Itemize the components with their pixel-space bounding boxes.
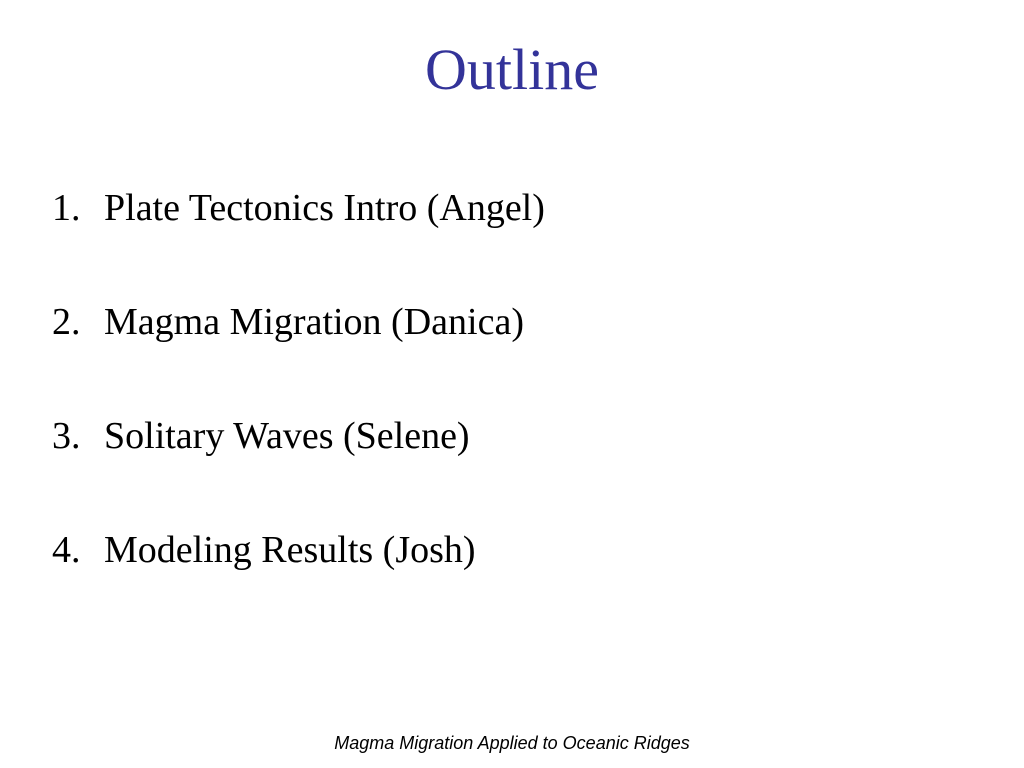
outline-item-number: 2. xyxy=(52,301,81,343)
outline-item-text: Plate Tectonics Intro (Angel) xyxy=(104,187,545,229)
outline-item-number: 1. xyxy=(52,187,81,229)
outline-item-text: Modeling Results (Josh) xyxy=(104,529,476,571)
outline-item-text: Solitary Waves (Selene) xyxy=(104,415,470,457)
slide-title: Outline xyxy=(425,37,599,102)
outline-item-number: 3. xyxy=(52,415,81,457)
outline-item xyxy=(52,408,545,464)
outline-item xyxy=(52,294,545,350)
outline-item-text: Magma Migration (Danica) xyxy=(104,301,524,343)
outline-item xyxy=(52,522,545,578)
outline-item xyxy=(52,180,545,236)
slide-footer: Magma Migration Applied to Oceanic Ridges xyxy=(334,733,690,753)
outline-item-number: 4. xyxy=(52,529,81,571)
outline-list xyxy=(52,180,545,636)
